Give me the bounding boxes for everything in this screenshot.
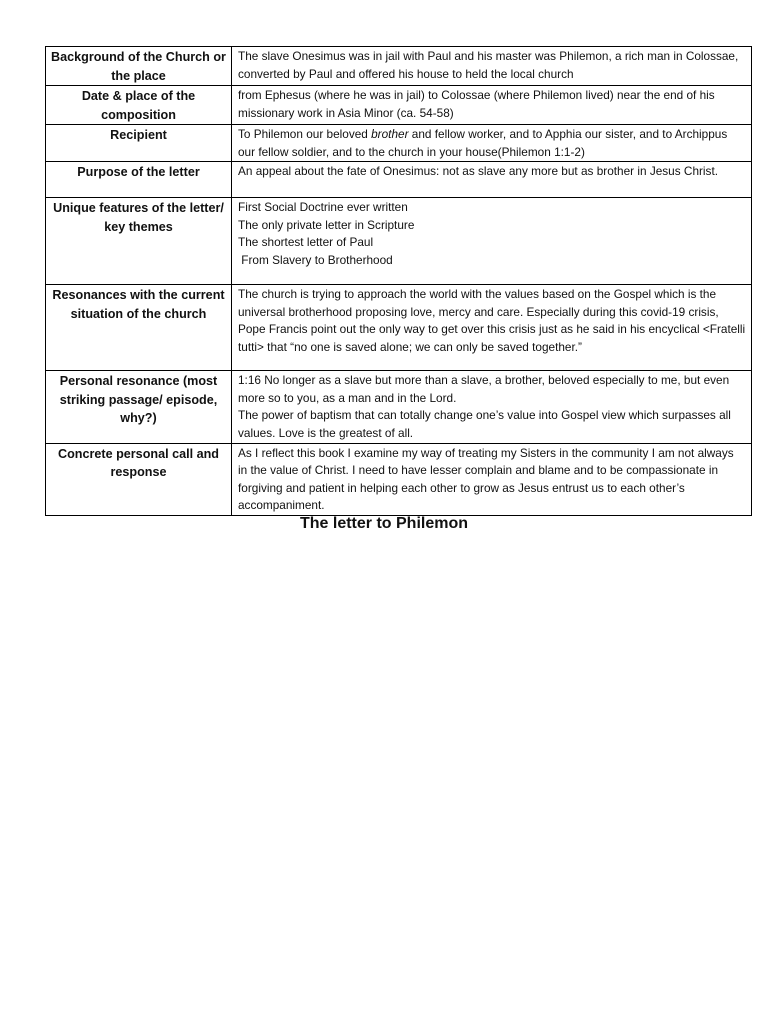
row-label: Unique features of the letter/ key themes	[46, 198, 232, 285]
table-row	[46, 443, 752, 515]
content-line: 1:16 No longer as a slave but more than a slave, a brother, beloved especially to me, but even more so to you, as a man and in the Lord.	[238, 373, 733, 405]
row-content	[232, 86, 752, 125]
row-label: Recipient	[46, 125, 232, 162]
row-label: Background of the Church or the place	[46, 47, 232, 86]
content-text: The church is trying to approach the world with the values based on the Gospel which is the universal brotherhood proposing love, mercy and care. Especially during this covid-19 crisis, Pope Francis point out the only way to get over this crisis just as he said in his encyclical <Fratelli tutti> that “no one is saved alone; we can only be saved together.”	[238, 287, 746, 354]
row-label: Concrete personal call and response	[46, 443, 232, 515]
content-line: The shortest letter of Paul	[238, 235, 374, 250]
row-content	[232, 443, 752, 515]
row-label: Personal resonance (most striking passage/ episode, why?)	[46, 371, 232, 443]
table-row	[46, 371, 752, 443]
table-row	[46, 125, 752, 162]
row-content	[232, 162, 752, 198]
table-row	[46, 86, 752, 125]
table-row	[46, 198, 752, 285]
content-line: The power of baptism that can totally change one’s value into Gospel view which surpasses all values. Love is the greatest of all.	[238, 408, 735, 440]
table-row	[46, 285, 752, 371]
row-content	[232, 125, 752, 162]
content-text: As I reflect this book I examine my way of treating my Sisters in the community I am not always in the value of Christ. I need to have lesser complain and blame and to be compassionate in forgiving and patient in helping each other to grow as Jesus entrust us to each other’s accompaniment.	[238, 445, 734, 513]
table-row	[46, 162, 752, 198]
content-text: and fellow worker, and to Apphia our sister, and to Archippus our fellow soldier, and to the church in your house(Philemon 1:1-2)	[238, 127, 728, 159]
reflection-table-body	[46, 47, 752, 516]
row-label: Date & place of the composition	[46, 86, 232, 125]
row-content	[232, 285, 752, 371]
table-row	[46, 47, 752, 86]
content-line: The only private letter in Scripture	[238, 217, 415, 232]
content-line: First Social Doctrine ever written	[238, 200, 408, 215]
row-label: Resonances with the current situation of the church	[46, 285, 232, 371]
document-title: The letter to Philemon	[299, 515, 468, 532]
content-text: from Ephesus (where he was in jail) to Colossae (where Philemon lived) near the end of his missionary work in Asia Minor (ca. 54-58)	[238, 88, 715, 120]
row-content	[232, 47, 752, 86]
row-content	[232, 198, 752, 285]
content-line: From Slavery to Brotherhood	[238, 252, 393, 267]
row-content	[232, 371, 752, 443]
row-label: Purpose of the letter	[46, 162, 232, 198]
reflection-table	[45, 46, 752, 516]
content-text: To Philemon our beloved	[238, 127, 372, 141]
content-text: The slave Onesimus was in jail with Paul and his master was Philemon, a rich man in Colossae, converted by Paul and offered his house to held the local church	[238, 49, 739, 81]
emphasis-text: brother	[371, 127, 409, 141]
content-text: An appeal about the fate of Onesimus: not as slave any more but as brother in Jesus Christ.	[238, 164, 719, 179]
